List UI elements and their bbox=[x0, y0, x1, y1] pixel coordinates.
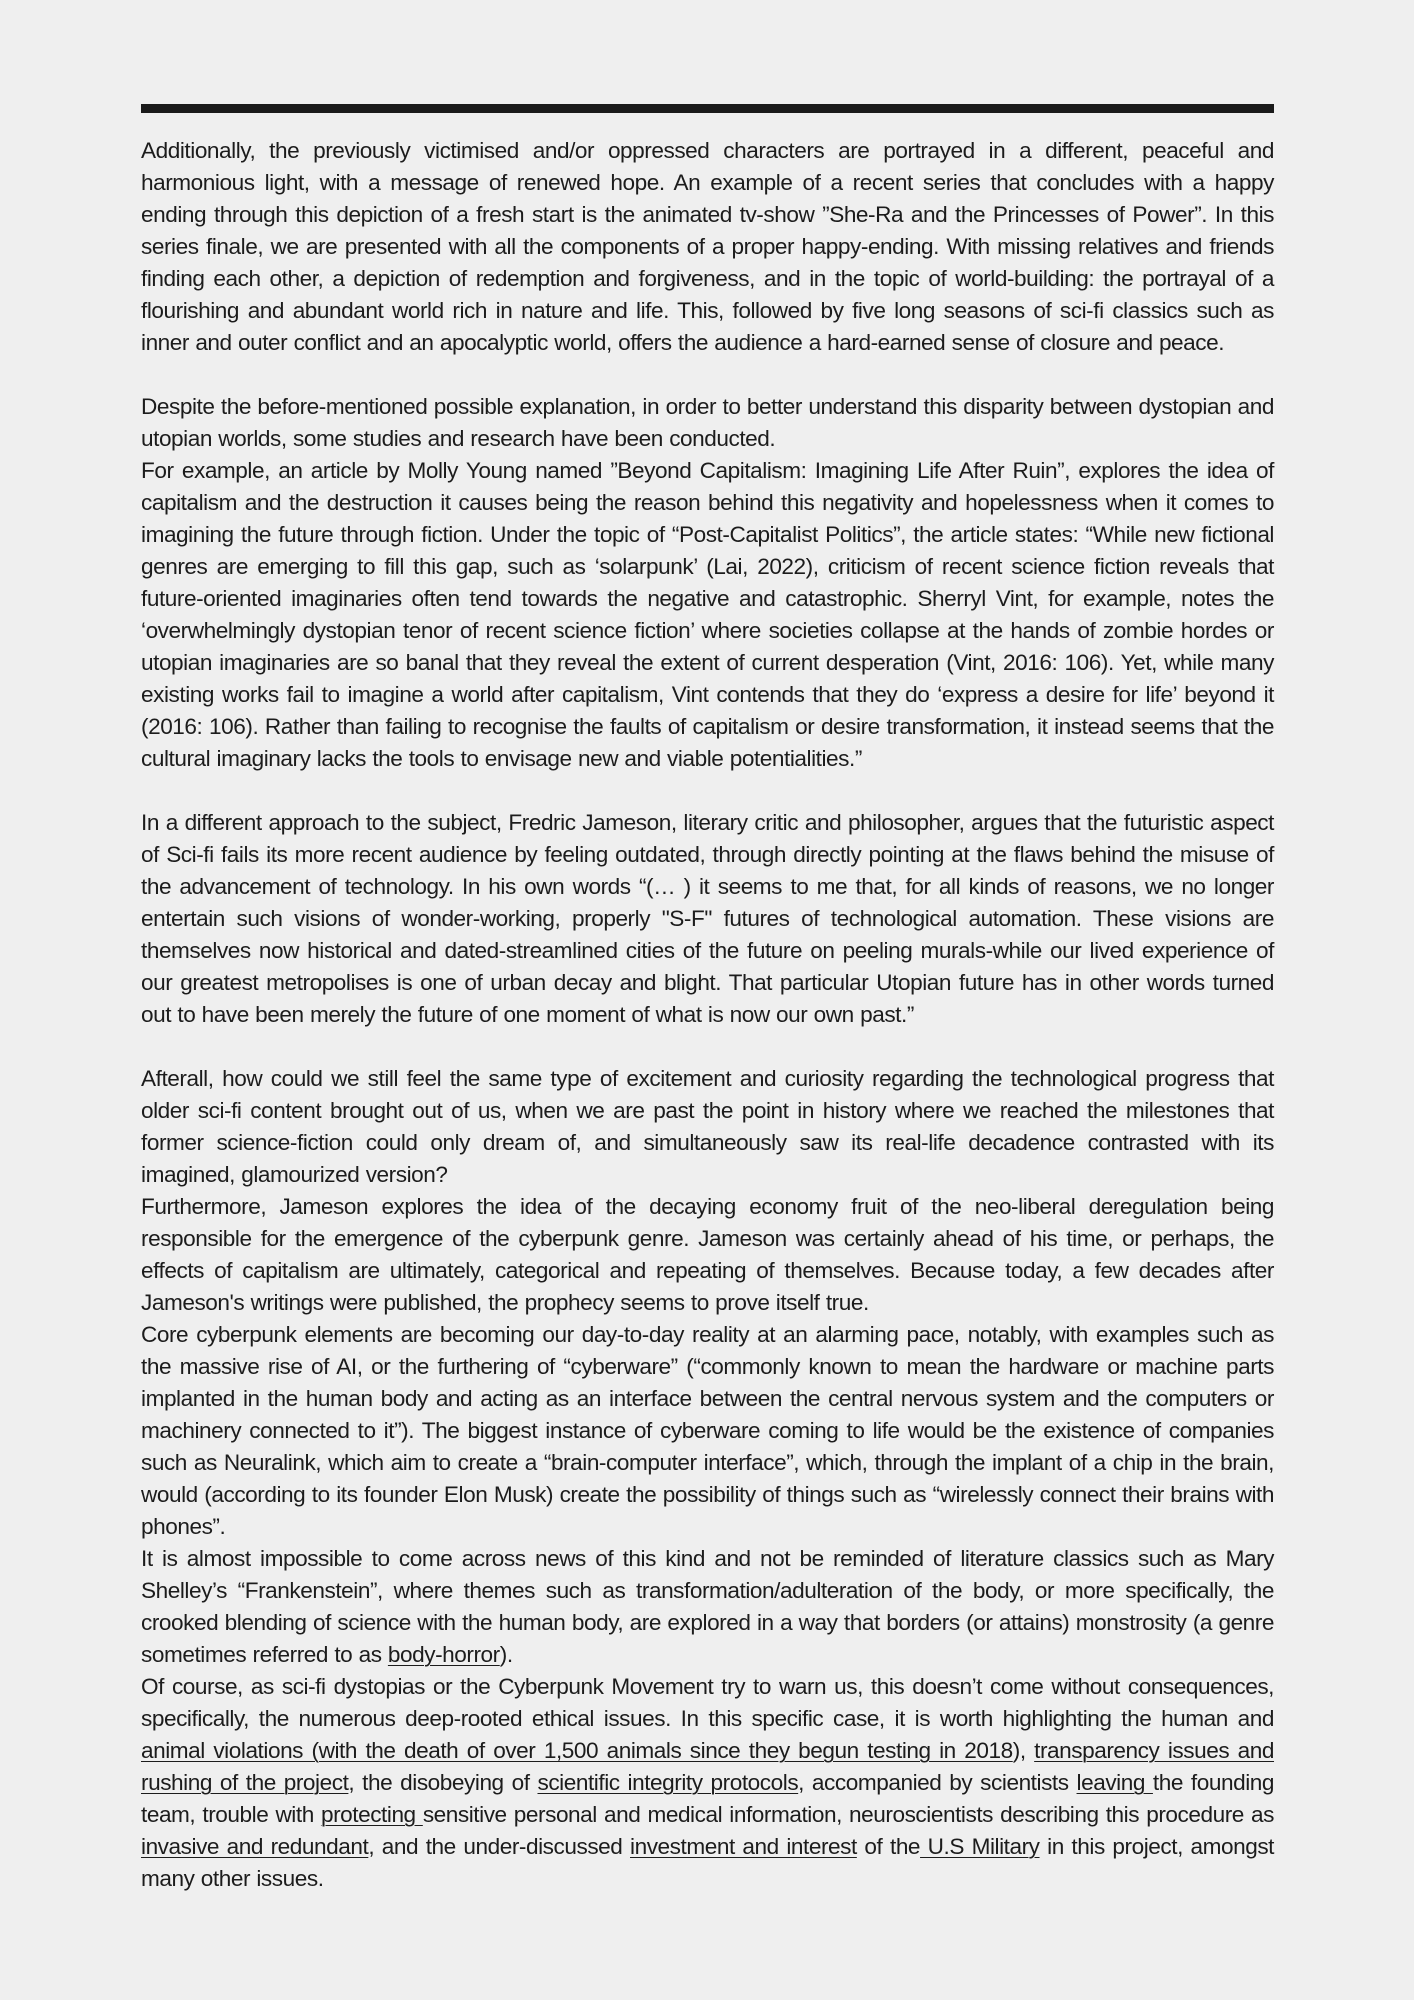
paragraph-jameson-quote: In a different approach to the subject, Fredric Jameson, literary critic and philosopher, argues that the futuristic aspect of Sci-fi fails its more recent audience by feeling outdated, through directly pointing at the flaws behind the misuse of the advancement of technology. In his own words “(… ) it seems to me that, for all kinds of reasons, we no longer entertain such visions of wonder-working, properly "S-F" futures of technological automation. These visions are themselves now historical and dated-streamlined cities of the future on peeling murals-while our lived experience of our greatest metropolises is one of urban decay and blight. That particular Utopian future has in other words turned out to have been merely the future of one moment of what is now our own past.” bbox=[141, 810, 1274, 1027]
investment-interest-link[interactable]: investment and interest bbox=[630, 1834, 857, 1859]
paragraph-disparity-intro: Despite the before-mentioned possible explanation, in order to better understand this disparity between dystopian and utopian worlds, some studies and research have been conducted. bbox=[141, 394, 1274, 451]
paragraph-cyberware: Core cyberpunk elements are becoming our day-to-day reality at an alarming pace, notably, with examples such as the massive rise of AI, or the furthering of “cyberware” (“commonly known to mean the hardware or machine parts implanted in the human body and acting as an interface between the central nervous system and the computers or machinery connected to it”). The biggest instance of cyberware coming to life would be the existence of companies such as Neuralink, which aim to create a “brain-computer interface”, which, through the implant of a chip in the brain, would (according to its founder Elon Musk) create the possibility of things such as “wirelessly connect their brains with phones”. bbox=[141, 1322, 1274, 1539]
paragraph-afterall: Afterall, how could we still feel the same type of excitement and curiosity regarding the technological progress that older sci-fi content brought out of us, when we are past the point in history where we reached the milestones that former science-fiction could only dream of, and simultaneously saw its real-life decadence contrasted with its imagined, glamourized version? bbox=[141, 1066, 1274, 1187]
invasive-redundant-link[interactable]: invasive and redundant bbox=[141, 1834, 369, 1859]
paragraph-jameson-cyberpunk: Furthermore, Jameson explores the idea of the decaying economy fruit of the neo-liberal deregulation being responsible for the emergence of the cyberpunk genre. Jameson was certainly ahead of his time, or perhaps, the effects of capitalism are ultimately, categorical and repeating of themselves. Because today, a few decades after Jameson's writings were published, the prophecy seems to prove itself true. bbox=[141, 1194, 1274, 1315]
ethics-text-3: , the disobeying of bbox=[348, 1770, 538, 1795]
scientific-integrity-link[interactable]: scientific integrity protocols bbox=[537, 1770, 799, 1795]
paragraph-frankenstein bbox=[141, 1543, 1274, 1671]
ethics-text-7: , and the under-discussed bbox=[368, 1834, 631, 1859]
ethics-text-6: sensitive personal and medical information, neuroscientists describing this procedure as bbox=[422, 1802, 1274, 1827]
ethics-text-1: Of course, as sci-fi dystopias or the Cyberpunk Movement try to warn us, this doesn’t come without consequences, specifically, the numerous deep-rooted ethical issues. In this specific case, it is worth highlighting the human and bbox=[141, 1674, 1274, 1731]
document-page bbox=[141, 104, 1274, 1895]
leaving-link[interactable]: leaving bbox=[1076, 1770, 1153, 1795]
paragraph-molly-young: For example, an article by Molly Young named ”Beyond Capitalism: Imagining Life After Ruin”, explores the idea of capitalism and the destruction it causes being the reason behind this negativity and hopelessness when it comes to imagining the future through fiction. Under the topic of “Post-Capitalist Politics”, the article states: “While new fictional genres are emerging to fill this gap, such as ‘solarpunk’ (Lai, 2022), criticism of recent science fiction reveals that future-oriented imaginaries often tend towards the negative and catastrophic. Sherryl Vint, for example, notes the ‘overwhelmingly dystopian tenor of recent science fiction’ where societies collapse at the hands of zombie hordes or utopian imaginaries are so banal that they reveal the extent of current desperation (Vint, 2016: 106). Yet, while many existing works fail to imagine a world after capitalism, Vint contends that they do ‘express a desire for life’ beyond it (2016: 106). Rather than failing to recognise the faults of capitalism or desire transformation, it instead seems that the cultural imaginary lacks the tools to envisage new and viable potentialities.” bbox=[141, 458, 1274, 771]
paragraph-she-ra: Additionally, the previously victimised and/or oppressed characters are portrayed in a different, peaceful and harmonious light, with a message of renewed hope. An example of a recent series that concludes with a happy ending through this depiction of a fresh start is the animated tv-show ”She-Ra and the Princesses of Power”. In this series finale, we are presented with all the components of a proper happy-ending. With missing relatives and friends finding each other, a depiction of redemption and forgiveness, and in the topic of world-building: the portrayal of a flourishing and abundant world rich in nature and life. This, followed by five long seasons of sci-fi classics such as inner and outer conflict and an apocalyptic world, offers the audience a hard-earned sense of closure and peace. bbox=[141, 138, 1274, 355]
ethics-text-9: in this project, amongst many other issues. bbox=[141, 1834, 1275, 1891]
ethics-text-4: , accompanied by scientists bbox=[798, 1770, 1077, 1795]
transparency-issues-link[interactable]: transparency issues and rushing of the project bbox=[141, 1738, 1275, 1795]
animal-violations-link[interactable]: animal violations (with the death of over 1,500 animals since they begun testing in 2018 bbox=[141, 1738, 1013, 1763]
frankenstein-text: It is almost impossible to come across news of this kind and not be reminded of literature classics such as Mary Shelley’s “Frankenstein”, where themes such as transformation/adulteration of the body, or more specifically, the crooked blending of science with the human body, are explored in a way that borders (or attains) monstrosity (a genre sometimes referred to as bbox=[141, 1546, 1274, 1667]
frankenstein-text-end: ). bbox=[499, 1642, 513, 1667]
body-horror-link[interactable]: body-horror bbox=[387, 1642, 500, 1667]
paragraph-ethics bbox=[141, 1671, 1274, 1895]
ethics-text-5: the founding team, trouble with bbox=[141, 1770, 1274, 1827]
us-military-link[interactable]: U.S Military bbox=[920, 1834, 1040, 1859]
ethics-text-8: of the bbox=[856, 1834, 921, 1859]
top-rule-divider bbox=[141, 104, 1274, 113]
ethics-text-2: ), bbox=[1012, 1738, 1035, 1763]
protecting-link[interactable]: protecting bbox=[320, 1802, 423, 1827]
